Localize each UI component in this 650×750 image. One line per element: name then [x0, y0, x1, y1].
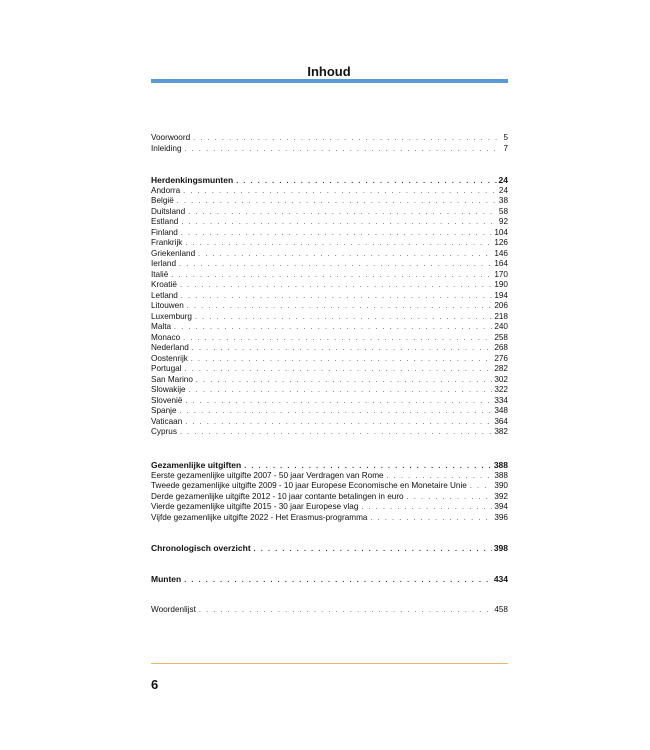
toc-entry-page: 7: [503, 143, 508, 153]
toc-entry[interactable]: [151, 471, 508, 482]
toc-entry[interactable]: [151, 312, 508, 323]
dot-leader: [370, 514, 492, 525]
dot-leader: [181, 229, 492, 240]
toc-entry[interactable]: [151, 186, 508, 197]
toc-entry[interactable]: [151, 502, 508, 513]
toc-entry-label: Estland: [151, 217, 179, 226]
toc-entry-page: 126: [494, 238, 508, 247]
toc-entry-page: 170: [494, 269, 508, 279]
toc-entry-page: 458: [494, 605, 508, 614]
toc-entry-page: 390: [494, 481, 508, 490]
toc-entry[interactable]: [151, 270, 508, 281]
toc-entry-label: Litouwen: [151, 301, 184, 310]
toc-entry-page: 5: [503, 133, 508, 142]
page-title: Inhoud: [307, 64, 351, 79]
toc-heading-label: Herdenkingsmunten: [151, 175, 234, 185]
toc-entry-page: 268: [494, 343, 508, 352]
toc-entry-page: 104: [494, 227, 508, 237]
dot-leader: [188, 208, 497, 219]
dot-leader: [181, 218, 497, 229]
toc-entry-page: 322: [494, 385, 508, 394]
toc-entry[interactable]: [151, 605, 508, 616]
dot-leader: [180, 281, 492, 292]
toc-entry-page: 334: [494, 395, 508, 405]
toc-munten-section: [151, 574, 508, 585]
toc-herdenkingsmunten-section: [151, 175, 508, 438]
toc-front-section: [151, 133, 508, 154]
toc-entry-label: Oostenrijk: [151, 353, 188, 363]
toc-section-heading[interactable]: [151, 175, 508, 186]
toc-entry[interactable]: [151, 364, 508, 375]
dot-leader: [361, 503, 492, 514]
toc-entry-page: 190: [494, 280, 508, 289]
dot-leader: [185, 397, 492, 408]
toc-entry[interactable]: [151, 249, 508, 260]
dot-leader: [180, 407, 493, 418]
toc-heading-page: 434: [493, 574, 508, 584]
toc-entry[interactable]: [151, 481, 508, 492]
toc-entry[interactable]: [151, 291, 508, 302]
toc-entry-label: Vijfde gezamenlijke uitgifte 2022 - Het Erasmus-programma: [151, 512, 368, 522]
toc-entry[interactable]: [151, 301, 508, 312]
toc-entry-label: Woordenlijst: [151, 605, 196, 614]
dot-leader: [184, 576, 492, 587]
toc-entry-label: Malta: [151, 322, 172, 331]
toc-section-heading[interactable]: [151, 460, 508, 471]
toc-entry-label: Luxemburg: [151, 311, 192, 321]
dot-leader: [407, 493, 493, 504]
toc-entry-label: Portugal: [151, 364, 182, 373]
toc-entry-page: 282: [494, 364, 508, 373]
toc-entry[interactable]: [151, 196, 508, 207]
toc-entry-page: 396: [494, 512, 508, 522]
toc-entry-label: Inleiding: [151, 143, 182, 153]
toc-entry-label: Andorra: [151, 185, 181, 195]
dot-leader: [185, 239, 492, 250]
toc-entry[interactable]: [151, 144, 508, 155]
toc-heading-page: 388: [493, 460, 508, 470]
toc-entry[interactable]: [151, 133, 508, 144]
toc-joint-issue-list: [151, 471, 508, 524]
toc-entry-page: 388: [494, 470, 508, 480]
toc-entry-label: Eerste gezamenlijke uitgifte 2007 - 50 jaar Verdragen van Rome: [151, 470, 384, 480]
toc-entry[interactable]: [151, 417, 508, 428]
toc-entry-page: 164: [494, 259, 508, 268]
dot-leader: [174, 323, 492, 334]
dot-leader: [199, 606, 492, 617]
toc-entry-page: 364: [494, 416, 508, 426]
toc-entry-label: Vierde gezamenlijke uitgifte 2015 - 30 jaar Europese vlag: [151, 502, 359, 511]
toc-entry-label: Finland: [151, 227, 178, 237]
toc-heading-page: 24: [498, 175, 508, 185]
toc-entry-page: 240: [494, 322, 508, 331]
dot-leader: [183, 187, 497, 198]
toc-entry[interactable]: [151, 427, 508, 438]
toc-entry[interactable]: [151, 343, 508, 354]
dot-leader: [185, 418, 492, 429]
toc-entry[interactable]: [151, 259, 508, 270]
toc-entry[interactable]: [151, 207, 508, 218]
dot-leader: [183, 334, 492, 345]
toc-entry-label: Ierland: [151, 259, 177, 268]
toc-entry[interactable]: [151, 406, 508, 417]
toc-entry-label: Nederland: [151, 343, 189, 352]
toc-entry[interactable]: [151, 217, 508, 228]
dot-leader: [195, 313, 492, 324]
toc-section-heading[interactable]: [151, 574, 508, 585]
toc-entry-label: Voorwoord: [151, 133, 191, 142]
toc-entry[interactable]: [151, 322, 508, 333]
dot-leader: [171, 271, 492, 282]
toc-entry-label: Tweede gezamenlijke uitgifte 2009 - 10 jaar Europese Economische en Monetaire Unie: [151, 481, 467, 490]
toc-entry-page: 38: [498, 196, 508, 205]
toc-entry-page: 382: [494, 427, 508, 436]
toc-heading-label: Munten: [151, 574, 182, 584]
toc-chronologisch-section: [151, 543, 508, 554]
toc-entry[interactable]: [151, 280, 508, 291]
dot-leader: [177, 197, 497, 208]
toc-entry-label: Monaco: [151, 332, 181, 342]
toc-woordenlijst-section: [151, 605, 508, 616]
toc-entry[interactable]: [151, 492, 508, 503]
toc-entry[interactable]: [151, 396, 508, 407]
toc-entry-label: Vaticaan: [151, 416, 183, 426]
dot-leader: [254, 545, 492, 556]
toc-entry-page: 394: [494, 502, 508, 511]
dot-leader: [181, 292, 492, 303]
dot-leader: [196, 376, 492, 387]
toc-heading-label: Chronologisch overzicht: [151, 543, 251, 553]
toc-entry-label: Spanje: [151, 406, 177, 415]
toc-entry-page: 218: [494, 311, 508, 321]
toc-entry[interactable]: [151, 333, 508, 344]
dot-leader: [198, 250, 492, 261]
dot-leader: [179, 260, 492, 271]
dot-leader: [193, 134, 501, 145]
dot-leader: [189, 386, 493, 397]
toc-entry-page: 58: [498, 206, 508, 216]
toc-entry-label: San Marino: [151, 374, 193, 384]
dot-leader: [185, 145, 502, 156]
toc-section-heading[interactable]: [151, 543, 508, 554]
toc-entry-label: Slovenië: [151, 395, 183, 405]
toc-entry-label: Duitsland: [151, 206, 186, 216]
toc-entry-label: Frankrijk: [151, 238, 183, 247]
dot-leader: [191, 355, 492, 366]
toc-gezamenlijke-section: [151, 460, 508, 523]
toc-entry-label: Griekenland: [151, 248, 196, 258]
dot-leader: [192, 344, 493, 355]
toc-entry[interactable]: [151, 238, 508, 249]
dot-leader: [470, 482, 492, 493]
toc-entry-page: 24: [498, 185, 508, 195]
dot-leader: [180, 428, 492, 439]
toc-entry-page: 194: [494, 290, 508, 300]
dot-leader: [185, 365, 493, 376]
toc-entry-label: Kroatië: [151, 280, 177, 289]
toc-entry-label: Derde gezamenlijke uitgifte 2012 - 10 jaar contante betalingen in euro: [151, 491, 404, 501]
toc-entry-label: Letland: [151, 290, 178, 300]
toc-entry[interactable]: [151, 385, 508, 396]
title-underline-bar: [151, 79, 508, 83]
toc-entry-label: België: [151, 196, 174, 205]
toc-entry-page: 206: [494, 301, 508, 310]
toc-entry[interactable]: [151, 228, 508, 239]
toc-entry-page: 258: [494, 332, 508, 342]
toc-entry-page: 348: [494, 406, 508, 415]
toc-entry[interactable]: [151, 513, 508, 524]
toc-entry[interactable]: [151, 354, 508, 365]
toc-entry[interactable]: [151, 375, 508, 386]
toc-entry-page: 392: [494, 491, 508, 501]
toc-entry-page: 276: [494, 353, 508, 363]
toc-entry-page: 302: [494, 374, 508, 384]
toc-entry-label: Cyprus: [151, 427, 177, 436]
toc-entry-page: 92: [498, 217, 508, 226]
dot-leader: [187, 302, 493, 313]
toc-heading-page: 398: [493, 543, 508, 553]
toc-entry-label: Slowakije: [151, 385, 186, 394]
page-number: 6: [151, 677, 159, 692]
toc-entry-label: Italië: [151, 269, 169, 279]
toc-heading-label: Gezamenlijke uitgiften: [151, 460, 242, 470]
toc-entry-page: 146: [494, 248, 508, 258]
toc-country-list: [151, 186, 508, 438]
footer-rule: [151, 663, 508, 664]
